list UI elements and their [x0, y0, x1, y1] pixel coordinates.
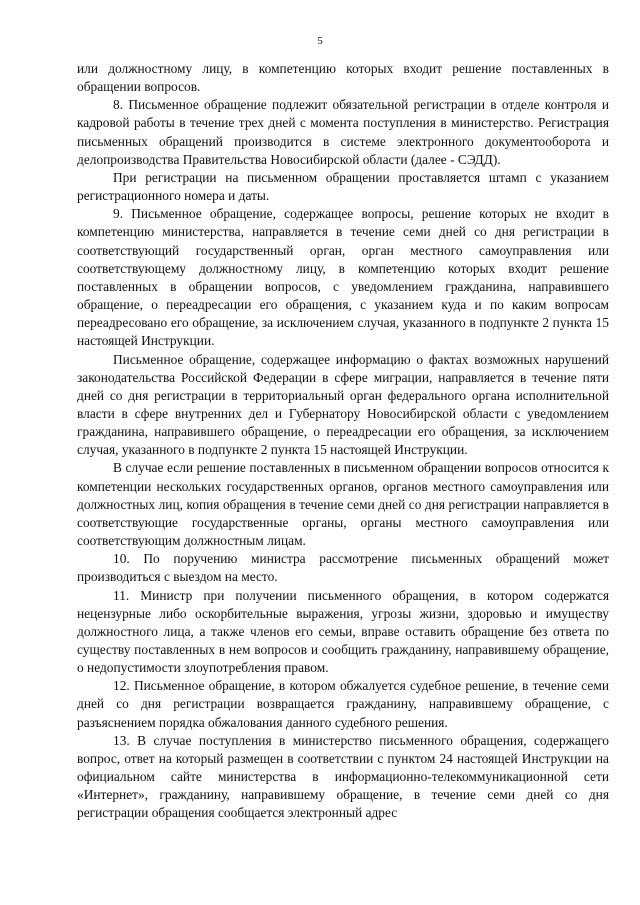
paragraph-item-10: 10. По поручению министра рассмотрение письменных обращений может производиться с выездом на место.: [77, 551, 609, 585]
paragraph-registration-stamp: При регистрации на письменном обращении проставляется штамп с указанием регистрационного номера и даты.: [77, 169, 609, 204]
paragraph-item-11: 11. Министр при получении письменного обращения, в котором содержатся нецензурные либо оскорбительные выражения, угрозы жизни, здоровью и имуществу должностного лица, а также членов его семьи, вправе оставить обращение без ответа по существу поставленных в нем вопросов и сообщить гражданину, направившему обращение, о недопустимости злоупотребления правом.: [77, 587, 609, 676]
paragraph-item-12: 12. Письменное обращение, в котором обжалуется судебное решение, в течение семи дней со дня регистрации возвращается гражданину, направившему обращение, с разъяснением порядка обжалования данного судебного решения.: [77, 678, 609, 730]
paragraph-continuation: или должностному лицу, в компетенцию которых входит решение поставленных в обращении вопросов.: [77, 61, 609, 95]
paragraph-multiple-authorities: В случае если решение поставленных в письменном обращении вопросов относится к компетенции нескольких государственных органов, органов местного самоуправления или должностных лиц, копия обращения в течение семи дней со дня регистрации направляется в соответствующие государственные органы, органы местного самоуправления или соответствующим должностным лицам.: [77, 460, 609, 549]
paragraph-migration: Письменное обращение, содержащее информацию о фактах возможных нарушений законодательства Российской Федерации в сфере миграции, направляется в течение пяти дней со дня регистрации в территориальный орган федерального органа исполнительной власти в сфере внутренних дел и Губернатору Новосибирской области с уведомлением гражданина, направившего обращение, о переадресации его обращения, за исключением случая, указанного в подпункте 2 пункта 15 настоящей Инструкции.: [77, 351, 609, 458]
paragraph-item-9: 9. Письменное обращение, содержащее вопросы, решение которых не входит в компетенцию министерства, направляется в течение семи дней со дня регистрации в соответствующий государственный орган, орган местного самоуправления или соответствующему должностному лицу, в компетенцию которых входит решение поставленных в обращении вопросов, с уведомлением гражданина, направившего обращение, о переадресации его обращения, с указанием куда и по каким вопросам переадресовано его обращение, за исключением случая, указанного в подпункте 2 пункта 15 настоящей Инструкции.: [77, 206, 609, 349]
paragraph-item-8: 8. Письменное обращение подлежит обязательной регистрации в отделе контроля и кадровой работы в течение трех дней с момента поступления в министерство. Регистрация письменных обращений производится в системе электронного документооборота и делопроизводства Правительства Новосибирской области (далее - СЭДД).: [77, 97, 609, 167]
page-number: 5: [317, 35, 323, 47]
paragraph-item-13: 13. В случае поступления в министерство письменного обращения, содержащего вопрос, ответ на который размещен в соответствии с пунктом 24 настоящей Инструкции на официальном сайте министерства в информационно-телекоммуникационной сети «Интернет», гражданину, направившему обращение, в течение семи дней со дня регистрации обращения сообщается электронный адрес: [77, 732, 609, 821]
document-body: [77, 60, 609, 823]
